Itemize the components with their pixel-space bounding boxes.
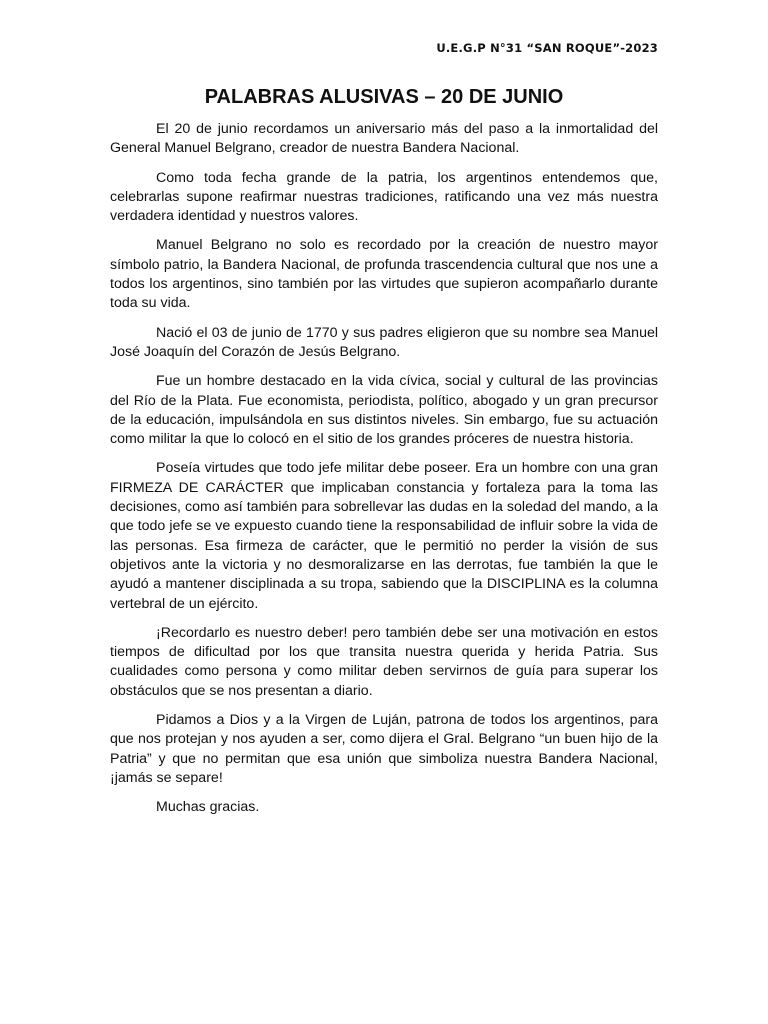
- paragraph-birth: Nació el 03 de junio de 1770 y sus padres eligieron que su nombre sea Manuel José Joaquín del Corazón de Jesús Belgrano.: [110, 324, 658, 360]
- document-title: PALABRAS ALUSIVAS – 20 DE JUNIO: [204, 86, 564, 108]
- paragraph-duty: ¡Recordarlo es nuestro deber! pero también debe ser una motivación en estos tiempos de dificultad por los que transita nuestra querida y herida Patria. Sus cualidades como persona y como militar deben servirnos de guía para superar los obstáculos que se nos presentan a diario.: [110, 624, 658, 699]
- paragraph-prayer: Pidamos a Dios y a la Virgen de Luján, patrona de todos los argentinos, para que nos protejan y nos ayuden a ser, como dijera el Gral. Belgrano “un buen hijo de la Patria” y que no permitan que esa unión que simboliza nuestra Bandera Nacional, ¡jamás se separe!: [110, 712, 658, 786]
- paragraph-tradition: Como toda fecha grande de la patria, los argentinos entendemos que, celebrarlas supone reafirmar nuestras tradiciones, ratificando una vez más nuestra verdadera identidad y nuestros valores.: [110, 169, 658, 225]
- document-body: [110, 120, 658, 828]
- paragraph-intro: El 20 de junio recordamos un aniversario más del paso a la inmortalidad del General Manuel Belgrano, creador de nuestra Bandera Nacional.: [110, 121, 658, 157]
- paragraph-virtues: Poseía virtudes que todo jefe militar debe poseer. Era un hombre con una gran FIRMEZA DE CARÁCTER que implicaban constancia y fortaleza para la toma las decisiones, como así también para sobrellevar las dudas en la soledad del mando, a la que todo jefe se ve expuesto cuando tiene la responsabilidad de influir sobre la vida de las personas. Esa firmeza de carácter, que le permitió no perder la visión de sus objetivos ante la victoria y no desmoralizarse en las derrotas, fue también la que le ayudó a mantener disciplinada a su tropa, sabiendo que la DISCIPLINA es la columna vertebral de un ejército.: [110, 460, 658, 612]
- school-header: U.E.G.P N°31 “SAN ROQUE”-2023: [436, 41, 658, 55]
- paragraph-career: Fue un hombre destacado en la vida cívica, social y cultural de las provincias del Río de la Plata. Fue economista, periodista, político, abogado y un gran precursor de la educación, impulsándola en sus distintos niveles. Sin embargo, fue su actuación como militar la que lo colocó en el sitio de los grandes próceres de nuestra historia.: [110, 373, 658, 448]
- paragraph-belgrano-legacy: Manuel Belgrano no solo es recordado por la creación de nuestro mayor símbolo patrio, la Bandera Nacional, de profunda trascendencia cultural que nos une a todos los argentinos, sino también por las virtudes que supieron acompañarlo durante toda su vida.: [110, 237, 658, 312]
- paragraph-closing: Muchas gracias.: [156, 799, 260, 816]
